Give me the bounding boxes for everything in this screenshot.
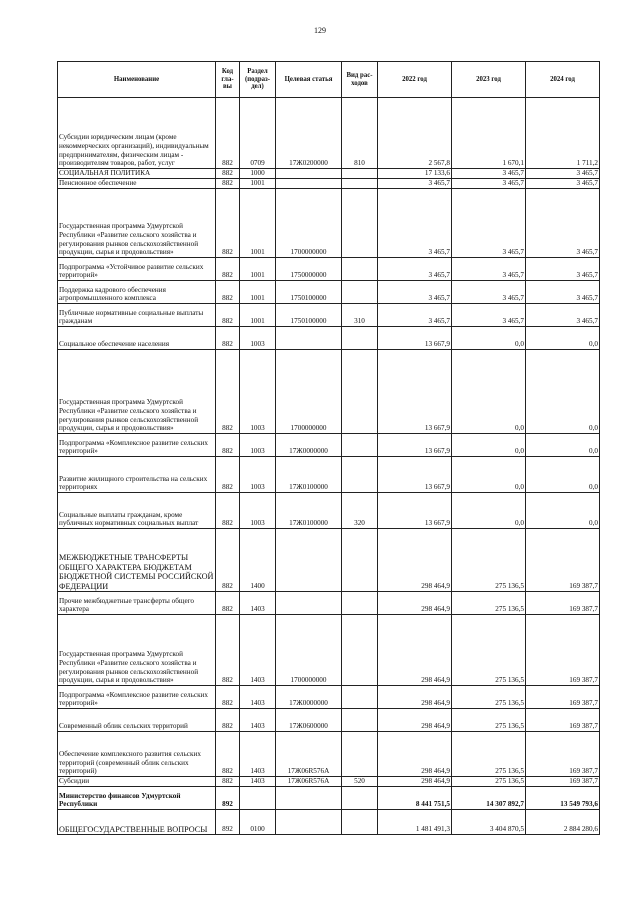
- row-target: [276, 169, 342, 179]
- row-2022: 13 667,9: [378, 327, 452, 350]
- table-row: [58, 327, 600, 350]
- row-section: 1403: [240, 709, 276, 732]
- row-name: Развитие жилищного строительства на сельских территориях: [58, 457, 216, 493]
- header-section: Раздел (подраз-дел): [240, 62, 276, 98]
- row-2024: 169 387,7: [526, 592, 600, 615]
- header-target: Целевая статья: [276, 62, 342, 98]
- row-section: 1001: [240, 304, 276, 327]
- row-type: 520: [342, 777, 378, 787]
- row-name: Государственная программа Удмуртской Республики «Развитие сельского хозяйства и регулирования рынков сельскохозяйственной продукции, сырья и продовольствия»: [58, 350, 216, 434]
- row-2022: 8 441 751,5: [378, 787, 452, 810]
- row-section: [240, 787, 276, 810]
- row-name: ОБЩЕГОСУДАРСТВЕННЫЕ ВОПРОСЫ: [58, 810, 216, 835]
- row-section: 1000: [240, 169, 276, 179]
- row-type: 310: [342, 304, 378, 327]
- row-code: 882: [216, 777, 240, 787]
- row-name: СОЦИАЛЬНАЯ ПОЛИТИКА: [58, 169, 216, 179]
- row-section: 1003: [240, 327, 276, 350]
- row-type: [342, 686, 378, 709]
- row-section: 1003: [240, 350, 276, 434]
- table-row: [58, 777, 600, 787]
- table-row: [58, 258, 600, 281]
- row-section: 1403: [240, 615, 276, 686]
- row-code: 882: [216, 493, 240, 529]
- row-section: 1400: [240, 529, 276, 592]
- header-row: [58, 62, 600, 98]
- table-row: [58, 787, 600, 810]
- row-2024: 0,0: [526, 350, 600, 434]
- row-target: 17Ж0000000: [276, 686, 342, 709]
- row-target: [276, 592, 342, 615]
- row-target: 17Ж0100000: [276, 457, 342, 493]
- row-2023: 3 465,7: [452, 304, 526, 327]
- row-2023: 0,0: [452, 327, 526, 350]
- row-name: Министерство финансов Удмуртской Республики: [58, 787, 216, 810]
- row-2024: 169 387,7: [526, 777, 600, 787]
- row-type: [342, 327, 378, 350]
- table-row: [58, 169, 600, 179]
- table-row: [58, 709, 600, 732]
- row-type: [342, 732, 378, 777]
- row-section: 0100: [240, 810, 276, 835]
- row-type: [342, 281, 378, 304]
- row-code: 882: [216, 709, 240, 732]
- table-row: [58, 732, 600, 777]
- table-row: [58, 457, 600, 493]
- row-target: 1750100000: [276, 281, 342, 304]
- row-2022: 298 464,9: [378, 615, 452, 686]
- table-row: [58, 615, 600, 686]
- row-2022: 298 464,9: [378, 529, 452, 592]
- row-code: 882: [216, 434, 240, 457]
- row-2023: 3 465,7: [452, 179, 526, 189]
- row-2024: 3 465,7: [526, 304, 600, 327]
- row-2023: 0,0: [452, 493, 526, 529]
- row-2022: 3 465,7: [378, 258, 452, 281]
- table-row: [58, 179, 600, 189]
- row-2023: 275 136,5: [452, 592, 526, 615]
- row-2023: 0,0: [452, 457, 526, 493]
- row-2023: 3 465,7: [452, 169, 526, 179]
- row-code: 882: [216, 281, 240, 304]
- row-type: [342, 434, 378, 457]
- row-2022: 298 464,9: [378, 686, 452, 709]
- row-2024: 169 387,7: [526, 709, 600, 732]
- row-target: 1750000000: [276, 258, 342, 281]
- row-section: 1403: [240, 777, 276, 787]
- row-type: [342, 258, 378, 281]
- row-type: 810: [342, 98, 378, 169]
- row-name: Прочие межбюджетные трансферты общего характера: [58, 592, 216, 615]
- row-section: 1003: [240, 493, 276, 529]
- header-2022: 2022 год: [378, 62, 452, 98]
- row-target: [276, 179, 342, 189]
- row-type: [342, 457, 378, 493]
- row-2024: 1 711,2: [526, 98, 600, 169]
- row-2024: 13 549 793,6: [526, 787, 600, 810]
- page-number: 129: [314, 26, 326, 35]
- row-type: [342, 592, 378, 615]
- row-type: [342, 810, 378, 835]
- row-2022: 2 567,8: [378, 98, 452, 169]
- row-name: Подпрограмма «Комплексное развитие сельских территорий»: [58, 434, 216, 457]
- row-target: [276, 327, 342, 350]
- row-2022: 13 667,9: [378, 457, 452, 493]
- row-2023: 3 465,7: [452, 281, 526, 304]
- row-target: 17Ж06R576А: [276, 732, 342, 777]
- table-row: [58, 686, 600, 709]
- row-target: 1700000000: [276, 189, 342, 258]
- row-code: 882: [216, 732, 240, 777]
- row-type: [342, 350, 378, 434]
- table-row: [58, 810, 600, 835]
- row-2023: 3 465,7: [452, 189, 526, 258]
- row-2024: 169 387,7: [526, 615, 600, 686]
- row-2023: 275 136,5: [452, 732, 526, 777]
- row-code: 882: [216, 457, 240, 493]
- header-2024: 2024 год: [526, 62, 600, 98]
- row-2024: 0,0: [526, 457, 600, 493]
- row-2022: 13 667,9: [378, 434, 452, 457]
- row-name: Социальные выплаты гражданам, кроме публичных нормативных социальных выплат: [58, 493, 216, 529]
- table-row: [58, 493, 600, 529]
- row-type: 320: [342, 493, 378, 529]
- row-code: 882: [216, 169, 240, 179]
- row-2023: 0,0: [452, 350, 526, 434]
- row-name: Социальное обеспечение населения: [58, 327, 216, 350]
- row-section: 1003: [240, 434, 276, 457]
- row-2023: 3 404 870,5: [452, 810, 526, 835]
- row-code: 882: [216, 327, 240, 350]
- row-code: 882: [216, 258, 240, 281]
- row-type: [342, 529, 378, 592]
- row-section: 0709: [240, 98, 276, 169]
- row-name: Государственная программа Удмуртской Республики «Развитие сельского хозяйства и регулирования рынков сельскохозяйственной продукции, сырья и продовольствия»: [58, 189, 216, 258]
- row-name: МЕЖБЮДЖЕТНЫЕ ТРАНСФЕРТЫ ОБЩЕГО ХАРАКТЕРА БЮДЖЕТАМ БЮДЖЕТНОЙ СИСТЕМЫ РОССИЙСКОЙ ФЕДЕРАЦИИ: [58, 529, 216, 592]
- row-2023: 14 307 892,7: [452, 787, 526, 810]
- row-2022: 3 465,7: [378, 189, 452, 258]
- row-target: 17Ж0100000: [276, 493, 342, 529]
- table-row: [58, 189, 600, 258]
- row-target: 1700000000: [276, 615, 342, 686]
- row-2022: 298 464,9: [378, 732, 452, 777]
- row-name: Публичные нормативные социальные выплаты гражданам: [58, 304, 216, 327]
- row-name: Поддержка кадрового обеспечения агропромышленного комплекса: [58, 281, 216, 304]
- row-2023: 0,0: [452, 434, 526, 457]
- row-2024: 0,0: [526, 434, 600, 457]
- row-type: [342, 189, 378, 258]
- row-2022: 1 481 491,3: [378, 810, 452, 835]
- row-target: [276, 787, 342, 810]
- row-2022: 298 464,9: [378, 777, 452, 787]
- header-name: Наименование: [58, 62, 216, 98]
- row-2024: 0,0: [526, 327, 600, 350]
- table-row: [58, 434, 600, 457]
- row-code: 882: [216, 189, 240, 258]
- row-2024: 3 465,7: [526, 258, 600, 281]
- row-2023: 275 136,5: [452, 615, 526, 686]
- row-2022: 298 464,9: [378, 709, 452, 732]
- row-code: 882: [216, 686, 240, 709]
- row-2023: 275 136,5: [452, 529, 526, 592]
- row-code: 882: [216, 529, 240, 592]
- header-type: Вид рас-ходов: [342, 62, 378, 98]
- row-section: 1403: [240, 592, 276, 615]
- row-2024: 169 387,7: [526, 686, 600, 709]
- row-code: 882: [216, 179, 240, 189]
- row-2024: 0,0: [526, 493, 600, 529]
- row-section: 1403: [240, 686, 276, 709]
- row-2022: 3 465,7: [378, 281, 452, 304]
- row-code: 882: [216, 592, 240, 615]
- row-2023: 275 136,5: [452, 777, 526, 787]
- row-code: 882: [216, 350, 240, 434]
- row-2022: 3 465,7: [378, 179, 452, 189]
- row-target: 1750100000: [276, 304, 342, 327]
- table-row: [58, 529, 600, 592]
- row-target: 17Ж0600000: [276, 709, 342, 732]
- row-name: Государственная программа Удмуртской Республики «Развитие сельского хозяйства и регулирования рынков сельскохозяйственной продукции, сырья и продовольствия»: [58, 615, 216, 686]
- row-code: 882: [216, 98, 240, 169]
- row-2024: 3 465,7: [526, 179, 600, 189]
- row-type: [342, 169, 378, 179]
- row-2024: 169 387,7: [526, 529, 600, 592]
- row-2024: 3 465,7: [526, 189, 600, 258]
- row-2023: 275 136,5: [452, 709, 526, 732]
- row-target: [276, 810, 342, 835]
- row-name: Современный облик сельских территорий: [58, 709, 216, 732]
- row-2024: 169 387,7: [526, 732, 600, 777]
- row-2022: 13 667,9: [378, 493, 452, 529]
- row-section: 1001: [240, 179, 276, 189]
- table-row: [58, 592, 600, 615]
- row-target: 1700000000: [276, 350, 342, 434]
- row-2024: 3 465,7: [526, 169, 600, 179]
- table-row: [58, 350, 600, 434]
- row-2023: 275 136,5: [452, 686, 526, 709]
- row-target: 17Ж0200000: [276, 98, 342, 169]
- table-row: [58, 304, 600, 327]
- table-row: [58, 98, 600, 169]
- row-2024: 3 465,7: [526, 281, 600, 304]
- row-type: [342, 709, 378, 732]
- row-type: [342, 179, 378, 189]
- row-target: 17Ж06R576А: [276, 777, 342, 787]
- row-code: 892: [216, 787, 240, 810]
- row-section: 1001: [240, 258, 276, 281]
- row-section: 1001: [240, 281, 276, 304]
- row-type: [342, 615, 378, 686]
- header-code: Код гла-вы: [216, 62, 240, 98]
- table-row: [58, 281, 600, 304]
- row-name: Обеспечение комплексного развития сельских территорий (современный облик сельских территорий): [58, 732, 216, 777]
- row-name: Субсидии юридическим лицам (кроме некоммерческих организаций), индивидуальным предпринимателям, физическим лицам - производителям товаров, работ, услуг: [58, 98, 216, 169]
- header-2023: 2023 год: [452, 62, 526, 98]
- row-2022: 17 133,6: [378, 169, 452, 179]
- row-section: 1003: [240, 457, 276, 493]
- row-2023: 1 670,1: [452, 98, 526, 169]
- row-2023: 3 465,7: [452, 258, 526, 281]
- budget-table: [57, 61, 600, 835]
- row-name: Подпрограмма «Комплексное развитие сельских территорий»: [58, 686, 216, 709]
- row-code: 882: [216, 615, 240, 686]
- row-2022: 13 667,9: [378, 350, 452, 434]
- row-name: Подпрограмма «Устойчивое развитие сельских территорий»: [58, 258, 216, 281]
- row-section: 1403: [240, 732, 276, 777]
- row-type: [342, 787, 378, 810]
- row-code: 882: [216, 304, 240, 327]
- row-section: 1001: [240, 189, 276, 258]
- row-2022: 3 465,7: [378, 304, 452, 327]
- row-2022: 298 464,9: [378, 592, 452, 615]
- row-2024: 2 884 280,6: [526, 810, 600, 835]
- row-name: Пенсионное обеспечение: [58, 179, 216, 189]
- row-target: 17Ж0000000: [276, 434, 342, 457]
- row-code: 892: [216, 810, 240, 835]
- row-target: [276, 529, 342, 592]
- row-name: Субсидии: [58, 777, 216, 787]
